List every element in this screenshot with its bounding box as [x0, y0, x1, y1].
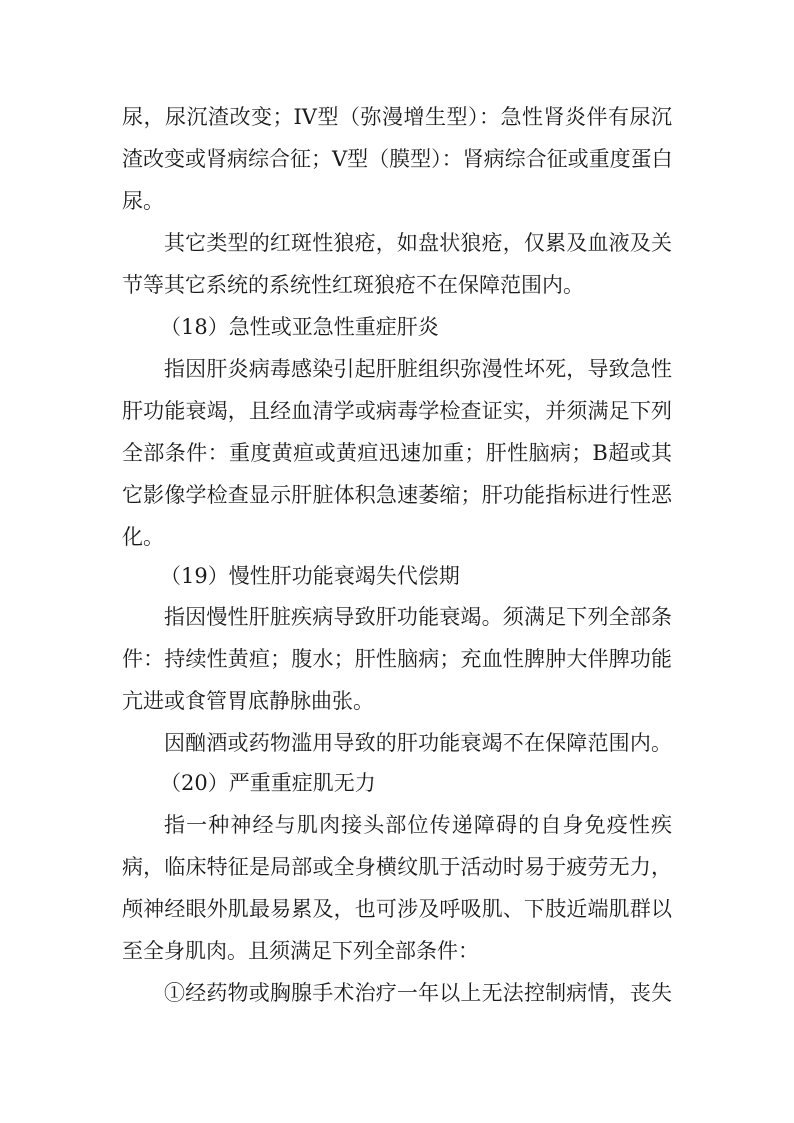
text-line: 渣改变或肾病综合征；V型（膜型）：肾病综合征或重度蛋白 — [122, 147, 673, 171]
text-line: 尿。 — [122, 189, 164, 213]
text-line: ①经药物或胸腺手术治疗一年以上无法控制病情，丧失 — [164, 981, 672, 1005]
text-line: 指一种神经与肌肉接头部位传递障碍的自身免疫性疾 — [164, 813, 672, 837]
text-line: 颅神经眼外肌最易累及，也可涉及呼吸肌、下肢近端肌群以 — [122, 897, 672, 921]
text-line: 肝功能衰竭，且经血清学或病毒学检查证实，并须满足下列 — [122, 399, 672, 423]
text-line: 亢进或食管胃底静脉曲张。 — [122, 689, 374, 713]
text-line: 指因慢性肝脏疾病导致肝功能衰竭。须满足下列全部条 — [164, 605, 672, 629]
section-heading-19: （19）慢性肝功能衰竭失代偿期 — [160, 564, 460, 588]
text-line: 指因肝炎病毒感染引起肝脏组织弥漫性坏死，导致急性 — [164, 357, 672, 381]
text-line: 节等其它系统的系统性红斑狼疮不在保障范围内。 — [122, 273, 584, 297]
section-heading-20: （20）严重重症肌无力 — [160, 771, 376, 795]
text-line: 病，临床特征是局部或全身横纹肌于活动时易于疲劳无力， — [122, 855, 672, 879]
text-line: 尿，尿沉渣改变；IV型（弥漫增生型）：急性肾炎伴有尿沉 — [122, 105, 672, 129]
text-line: 化。 — [122, 525, 164, 549]
text-line: 至全身肌肉。且须满足下列全部条件： — [122, 939, 479, 963]
text-line: 它影像学检查显示肝脏体积急速萎缩；肝功能指标进行性恶 — [122, 483, 672, 507]
text-line: 其它类型的红斑性狼疮，如盘状狼疮，仅累及血液及关 — [164, 231, 672, 255]
text-line: 因酗酒或药物滥用导致的肝功能衰竭不在保障范围内。 — [164, 731, 672, 755]
section-heading-18: （18）急性或亚急性重症肝炎 — [160, 315, 439, 339]
text-line: 全部条件：重度黄疸或黄疸迅速加重；肝性脑病；B超或其 — [122, 441, 672, 465]
text-line: 件：持续性黄疸；腹水；肝性脑病；充血性脾肿大伴脾功能 — [122, 647, 672, 671]
